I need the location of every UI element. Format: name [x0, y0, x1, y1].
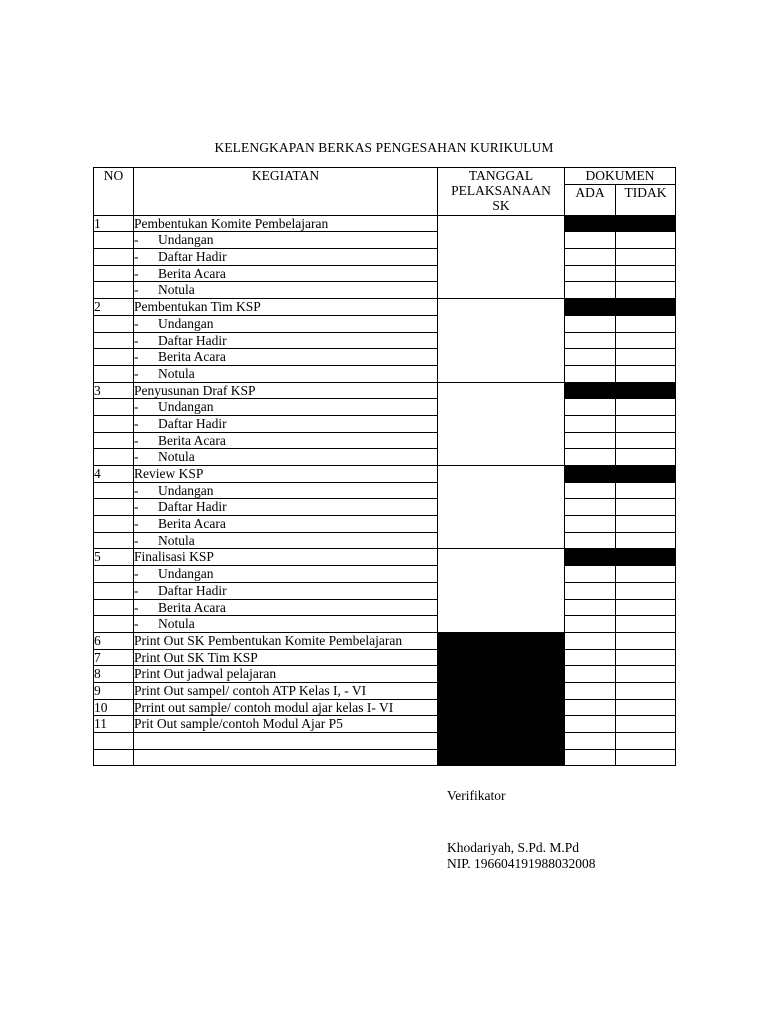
activity-label — [134, 733, 438, 750]
table-row — [94, 215, 676, 232]
table-row — [94, 566, 676, 583]
row-number: 4 — [94, 466, 134, 483]
ada-checkbox-cell[interactable] — [565, 666, 616, 683]
row-number-empty — [94, 232, 134, 249]
sub-item-label: Notula — [158, 365, 195, 381]
table-row — [94, 549, 676, 566]
tidak-checkbox-cell[interactable] — [616, 749, 676, 766]
ada-checkbox-cell[interactable] — [565, 682, 616, 699]
table-row — [94, 632, 676, 649]
header-row-1 — [94, 168, 676, 185]
ada-checkbox-cell[interactable] — [565, 399, 616, 416]
ada-checkbox-cell[interactable] — [565, 482, 616, 499]
row-number-empty — [94, 499, 134, 516]
activity-label: Print Out sampel/ contoh ATP Kelas I, - VI — [134, 682, 438, 699]
header-no: NO — [94, 168, 134, 216]
row-number-empty — [94, 349, 134, 366]
tidak-checkbox-cell[interactable] — [616, 349, 676, 366]
blacked-out-cell — [565, 299, 676, 316]
ada-checkbox-cell[interactable] — [565, 265, 616, 282]
activity-label: Print Out jadwal pelajaran — [134, 666, 438, 683]
ada-checkbox-cell[interactable] — [565, 415, 616, 432]
bullet-dash: - — [134, 449, 139, 465]
signatory-name: Khodariyah, S.Pd. M.Pd — [447, 840, 580, 855]
sub-item-label: Berita Acara — [158, 599, 226, 615]
sub-item — [134, 332, 438, 349]
sub-item-label: Undangan — [158, 566, 214, 582]
sub-item-label: Undangan — [158, 399, 214, 415]
ada-checkbox-cell[interactable] — [565, 516, 616, 533]
table-row — [94, 582, 676, 599]
sub-item — [134, 499, 438, 516]
ada-checkbox-cell[interactable] — [565, 432, 616, 449]
tidak-checkbox-cell[interactable] — [616, 365, 676, 382]
table-row — [94, 315, 676, 332]
activity-label: Finalisasi KSP — [134, 549, 438, 566]
bullet-dash: - — [134, 282, 139, 298]
sub-item-label: Notula — [158, 532, 195, 548]
sub-item-label: Berita Acara — [158, 265, 226, 281]
bullet-dash: - — [134, 349, 139, 365]
sub-item — [134, 432, 438, 449]
checklist-table — [93, 167, 676, 766]
activity-label: Print Out SK Pembentukan Komite Pembelajaran — [134, 632, 438, 649]
blacked-out-cell — [565, 549, 676, 566]
ada-checkbox-cell[interactable] — [565, 566, 616, 583]
sub-item — [134, 516, 438, 533]
table-row — [94, 516, 676, 533]
table-row — [94, 365, 676, 382]
row-number: 5 — [94, 549, 134, 566]
blacked-out-cell — [565, 215, 676, 232]
page-title: KELENGKAPAN BERKAS PENGESAHAN KURIKULUM — [214, 140, 554, 155]
row-number-empty — [94, 432, 134, 449]
ada-checkbox-cell[interactable] — [565, 632, 616, 649]
sub-item-label: Undangan — [158, 232, 214, 248]
sub-item — [134, 532, 438, 549]
row-number: 6 — [94, 632, 134, 649]
bullet-dash: - — [134, 566, 139, 582]
header-tanggal-line-3: SK — [492, 198, 510, 213]
tidak-checkbox-cell[interactable] — [616, 532, 676, 549]
tidak-checkbox-cell[interactable] — [616, 616, 676, 633]
tidak-checkbox-cell[interactable] — [616, 716, 676, 733]
table-row — [94, 532, 676, 549]
table-row — [94, 265, 676, 282]
blacked-out-cell — [565, 466, 676, 483]
row-number-empty — [94, 399, 134, 416]
sub-item-label: Berita Acara — [158, 432, 226, 448]
tidak-checkbox-cell[interactable] — [616, 332, 676, 349]
bullet-dash: - — [134, 332, 139, 348]
row-number-empty — [94, 365, 134, 382]
ada-checkbox-cell[interactable] — [565, 599, 616, 616]
row-number-empty — [94, 532, 134, 549]
ada-checkbox-cell[interactable] — [565, 282, 616, 299]
sub-item-label: Berita Acara — [158, 349, 226, 365]
table-row — [94, 299, 676, 316]
row-number-empty — [94, 599, 134, 616]
tidak-checkbox-cell[interactable] — [616, 282, 676, 299]
row-number-empty — [94, 582, 134, 599]
tidak-checkbox-cell[interactable] — [616, 265, 676, 282]
table-row — [94, 282, 676, 299]
table-row — [94, 415, 676, 432]
sub-item-label: Daftar Hadir — [158, 249, 227, 265]
sub-item — [134, 566, 438, 583]
sub-item-label: Notula — [158, 449, 195, 465]
ada-checkbox-cell[interactable] — [565, 616, 616, 633]
row-number: 11 — [94, 716, 134, 733]
bullet-dash: - — [134, 365, 139, 381]
table-row — [94, 616, 676, 633]
tidak-checkbox-cell[interactable] — [616, 632, 676, 649]
bullet-dash: - — [134, 249, 139, 265]
ada-checkbox-cell[interactable] — [565, 349, 616, 366]
sub-item-label: Daftar Hadir — [158, 582, 227, 598]
table-row — [94, 599, 676, 616]
header-tidak: TIDAK — [616, 184, 676, 215]
ada-checkbox-cell[interactable] — [565, 716, 616, 733]
ada-checkbox-cell[interactable] — [565, 582, 616, 599]
ada-checkbox-cell[interactable] — [565, 749, 616, 766]
date-cell — [438, 549, 565, 632]
table-row — [94, 649, 676, 666]
row-number-empty — [94, 265, 134, 282]
row-number: 2 — [94, 299, 134, 316]
ada-checkbox-cell[interactable] — [565, 499, 616, 516]
tidak-checkbox-cell[interactable] — [616, 582, 676, 599]
row-number-empty — [94, 332, 134, 349]
activity-label: Prit Out sample/contoh Modul Ajar P5 — [134, 716, 438, 733]
blacked-out-date-cell — [438, 632, 565, 732]
row-number-empty — [94, 482, 134, 499]
date-cell — [438, 466, 565, 549]
sub-item-label: Undangan — [158, 482, 214, 498]
blacked-out-cell — [565, 382, 676, 399]
row-number: 9 — [94, 682, 134, 699]
header-tanggal-line-1: TANGGAL — [468, 168, 534, 183]
bullet-dash: - — [134, 432, 139, 448]
table-row — [94, 232, 676, 249]
ada-checkbox-cell[interactable] — [565, 332, 616, 349]
bullet-dash: - — [134, 499, 139, 515]
tidak-checkbox-cell[interactable] — [616, 649, 676, 666]
activity-label: Print Out SK Tim KSP — [134, 649, 438, 666]
header-tanggal-line-2: PELAKSANAAN — [451, 183, 551, 198]
row-number-empty — [94, 616, 134, 633]
sub-item — [134, 249, 438, 266]
sub-item-label: Daftar Hadir — [158, 332, 227, 348]
sub-item — [134, 415, 438, 432]
sub-item-label: Daftar Hadir — [158, 499, 227, 515]
table-row — [94, 733, 676, 750]
activity-label — [134, 749, 438, 766]
blacked-out-date-cell — [438, 733, 565, 766]
row-number: 7 — [94, 649, 134, 666]
bullet-dash: - — [134, 315, 139, 331]
table-row — [94, 332, 676, 349]
table-row — [94, 716, 676, 733]
bullet-dash: - — [134, 516, 139, 532]
row-number-empty — [94, 516, 134, 533]
table-row — [94, 466, 676, 483]
tidak-checkbox-cell[interactable] — [616, 449, 676, 466]
bullet-dash: - — [134, 582, 139, 598]
table-row — [94, 749, 676, 766]
table-row — [94, 432, 676, 449]
tidak-checkbox-cell[interactable] — [616, 566, 676, 583]
sub-item — [134, 616, 438, 633]
ada-checkbox-cell[interactable] — [565, 232, 616, 249]
activity-label: Pembentukan Komite Pembelajaran — [134, 215, 438, 232]
tidak-checkbox-cell[interactable] — [616, 232, 676, 249]
tidak-checkbox-cell[interactable] — [616, 516, 676, 533]
sub-item-label: Daftar Hadir — [158, 415, 227, 431]
table-row — [94, 382, 676, 399]
tidak-checkbox-cell[interactable] — [616, 432, 676, 449]
tidak-checkbox-cell[interactable] — [616, 499, 676, 516]
bullet-dash: - — [134, 399, 139, 415]
table-row — [94, 699, 676, 716]
sub-item — [134, 399, 438, 416]
sub-item — [134, 282, 438, 299]
verifikator-label: Verifikator — [447, 788, 506, 803]
row-number: 8 — [94, 666, 134, 683]
header-tanggal — [438, 168, 565, 216]
table-row — [94, 249, 676, 266]
header-ada: ADA — [565, 184, 616, 215]
tidak-checkbox-cell[interactable] — [616, 399, 676, 416]
row-number-empty — [94, 566, 134, 583]
bullet-dash: - — [134, 599, 139, 615]
table-row — [94, 449, 676, 466]
sub-item — [134, 365, 438, 382]
row-number-empty — [94, 315, 134, 332]
tidak-checkbox-cell[interactable] — [616, 599, 676, 616]
sub-item — [134, 449, 438, 466]
sub-item-label: Berita Acara — [158, 516, 226, 532]
ada-checkbox-cell[interactable] — [565, 699, 616, 716]
ada-checkbox-cell[interactable] — [565, 733, 616, 750]
ada-checkbox-cell[interactable] — [565, 249, 616, 266]
tidak-checkbox-cell[interactable] — [616, 666, 676, 683]
ada-checkbox-cell[interactable] — [565, 649, 616, 666]
tidak-checkbox-cell[interactable] — [616, 482, 676, 499]
activity-label: Review KSP — [134, 466, 438, 483]
bullet-dash: - — [134, 482, 139, 498]
sub-item — [134, 349, 438, 366]
table-row — [94, 399, 676, 416]
activity-label: Pembentukan Tim KSP — [134, 299, 438, 316]
row-number-empty — [94, 449, 134, 466]
activity-label: Penyusunan Draf KSP — [134, 382, 438, 399]
bullet-dash: - — [134, 415, 139, 431]
table-row — [94, 499, 676, 516]
table-row — [94, 349, 676, 366]
table-row — [94, 682, 676, 699]
tidak-checkbox-cell[interactable] — [616, 682, 676, 699]
row-number: 3 — [94, 382, 134, 399]
table-row — [94, 666, 676, 683]
bullet-dash: - — [134, 232, 139, 248]
date-cell — [438, 215, 565, 298]
ada-checkbox-cell[interactable] — [565, 365, 616, 382]
sub-item — [134, 582, 438, 599]
ada-checkbox-cell[interactable] — [565, 532, 616, 549]
date-cell — [438, 382, 565, 465]
ada-checkbox-cell[interactable] — [565, 449, 616, 466]
sub-item — [134, 599, 438, 616]
header-dokumen: DOKUMEN — [565, 168, 676, 185]
table-row — [94, 482, 676, 499]
date-cell — [438, 299, 565, 382]
row-number-empty — [94, 282, 134, 299]
tidak-checkbox-cell[interactable] — [616, 315, 676, 332]
bullet-dash: - — [134, 265, 139, 281]
sub-item — [134, 482, 438, 499]
sub-item — [134, 232, 438, 249]
row-number: 1 — [94, 215, 134, 232]
sub-item-label: Notula — [158, 616, 195, 632]
bullet-dash: - — [134, 616, 139, 632]
sub-item — [134, 315, 438, 332]
sub-item-label: Notula — [158, 282, 195, 298]
tidak-checkbox-cell[interactable] — [616, 699, 676, 716]
row-number-empty — [94, 415, 134, 432]
sub-item-label: Undangan — [158, 315, 214, 331]
tidak-checkbox-cell[interactable] — [616, 415, 676, 432]
tidak-checkbox-cell[interactable] — [616, 249, 676, 266]
tidak-checkbox-cell[interactable] — [616, 733, 676, 750]
row-number — [94, 749, 134, 766]
row-number — [94, 733, 134, 750]
bullet-dash: - — [134, 532, 139, 548]
row-number-empty — [94, 249, 134, 266]
row-number: 10 — [94, 699, 134, 716]
sub-item — [134, 265, 438, 282]
signatory-nip: NIP. 196604191988032008 — [447, 856, 596, 871]
header-kegiatan: KEGIATAN — [134, 168, 438, 216]
ada-checkbox-cell[interactable] — [565, 315, 616, 332]
activity-label: Prrint out sample/ contoh modul ajar kelas I- VI — [134, 699, 438, 716]
